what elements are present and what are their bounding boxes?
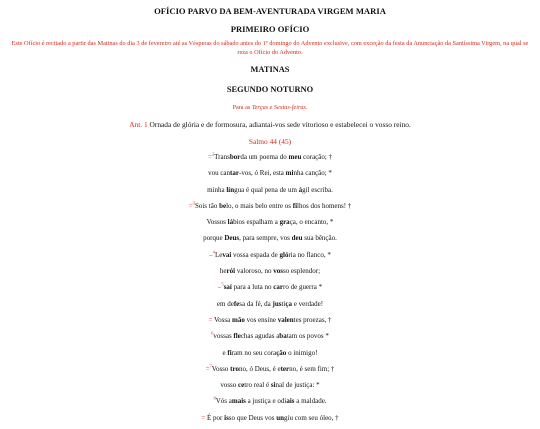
psalm-line (0, 299, 540, 315)
day-note-prefix: Para as (232, 104, 252, 111)
verse-text: so que Deus vos (228, 413, 277, 422)
verse-text: bios espalham a (233, 218, 280, 227)
verse-text: tam os povos * (286, 332, 329, 341)
verse-text: e (222, 348, 228, 357)
stressed-syllable: valen (277, 315, 294, 324)
stressed-syllable: un (276, 413, 285, 422)
stressed-syllable: be (219, 201, 227, 210)
stressed-syllable: bor (229, 153, 241, 161)
verse-marker: = (201, 413, 206, 422)
verse-text: gil escriba. (302, 185, 333, 194)
antiphon (0, 119, 540, 130)
verse-text: coração; † (301, 153, 333, 161)
verse-text: sua bênção. (302, 234, 337, 243)
verse-text: ça, o encanto, * (289, 218, 334, 227)
psalm-line (0, 168, 540, 184)
stressed-syllable: lín (226, 185, 235, 194)
verse-text: ram no seu cora (231, 348, 277, 357)
verse-number: 4 (212, 249, 215, 255)
verse-text: ti (281, 299, 286, 308)
psalm-line (0, 217, 540, 233)
nocturn-heading: SEGUNDO NOTURNO (226, 85, 314, 94)
stressed-syllable: saí (223, 283, 232, 292)
verse-text: ria no flanco, * (288, 250, 331, 259)
verse-number: 6 (211, 330, 214, 336)
verse-text: a justiça e odi (245, 397, 287, 406)
stressed-syllable: ça (285, 299, 292, 308)
stressed-syllable: gra (279, 218, 290, 227)
verse-text: giu com seu óleo, † (284, 413, 339, 422)
verse-number: 8 (213, 396, 216, 402)
stressed-syllable: mais (231, 397, 246, 406)
verse-text: vou can (208, 169, 231, 178)
day-note (0, 103, 540, 112)
verse-text: vosso (220, 381, 239, 390)
stressed-syllable: gló (279, 250, 289, 259)
verse-text: Vós a (215, 397, 232, 406)
psalm-line (0, 201, 540, 217)
verse-number: 5 (221, 282, 224, 288)
verse-text: Vossos (206, 218, 228, 227)
stressed-syllable: ce (238, 381, 245, 390)
stressed-syllable: tro (230, 364, 239, 373)
stressed-syllable: si (270, 381, 276, 390)
stressed-syllable: ção (276, 348, 287, 357)
psalm-line (0, 364, 540, 380)
stressed-syllable: á (298, 185, 303, 194)
stressed-syllable: ba (279, 332, 287, 341)
psalm-line (0, 315, 540, 331)
day-note-suffix: . (305, 104, 308, 111)
verse-text: no, é sem fim; † (289, 364, 335, 373)
verse-text: para a luta no (231, 283, 274, 292)
verse-text: chas agudas a (240, 332, 280, 341)
verse-text: Vossa (212, 315, 232, 324)
verse-marker: = (208, 315, 213, 324)
verse-text: minha (207, 185, 227, 194)
psalm-title: Salmo 44 (45) (248, 137, 292, 146)
verse-text: Trans (214, 153, 230, 161)
stressed-syllable: lá (227, 218, 234, 227)
verse-text: he (219, 267, 227, 276)
verse-text: gua é qual pena de um (234, 185, 299, 194)
psalm-line (0, 266, 540, 282)
stressed-syllable: mi (285, 169, 294, 178)
stressed-syllable: ter (280, 364, 290, 373)
hour-heading: MATINAS (250, 65, 290, 74)
verse-number: 2 (211, 151, 215, 157)
stressed-syllable: fi (227, 348, 232, 357)
stressed-syllable: fe (233, 299, 240, 308)
verse-text: tes proezas, † (293, 315, 332, 324)
verse-text: -vos, ó Rei, esta (238, 169, 286, 178)
psalm-line (0, 233, 540, 249)
stressed-syllable: tar (230, 169, 239, 178)
verse-marker: = (188, 201, 193, 210)
verse-number: 7 (209, 363, 212, 369)
verse-text: o inimigo! (286, 348, 318, 357)
verse-marker: – (217, 283, 222, 292)
rubric-note: Este Ofício é recitado a partir das Matinas do dia 3 de fevereiro até as Vésperas do sábado antes do 1º domingo do Advento exclusive, com exceção da festa da Anunciação da Santíssima Virgem, na qual se reza o Ofício do Advento. (11, 40, 529, 56)
verse-text: vossa espada de (231, 250, 280, 259)
stressed-syllable: deu (291, 234, 303, 243)
verse-number: 3 (192, 200, 195, 206)
antiphon-label: Ant. 1 (129, 120, 148, 129)
verse-text: tro real é (244, 381, 271, 390)
verse-marker: = (207, 153, 212, 161)
psalm-line (0, 331, 540, 347)
verse-text: vossas (213, 332, 234, 341)
verse-text: vos ensine (244, 315, 278, 324)
verse-text: Sois tão (194, 201, 220, 210)
verse-text: Vosso (211, 364, 231, 373)
psalm-line (0, 185, 540, 201)
day-note-days: Terças e Sextas-feiras (251, 104, 306, 111)
stressed-syllable: rói (226, 267, 236, 276)
stressed-syllable: vos (273, 267, 283, 276)
stressed-syllable: jus (272, 299, 282, 308)
verse-text: e verdade! (291, 299, 324, 308)
verse-text: sa da fé, da (239, 299, 273, 308)
verse-text: ro de guerra * (283, 283, 323, 292)
verse-text: lhos dos homens! † (297, 201, 352, 210)
psalm-line (0, 413, 540, 429)
verse-marker: – (209, 250, 213, 259)
verse-text: so esplendor; (282, 267, 321, 276)
verse-text: É por (205, 413, 225, 422)
verse-text: , para sempre, vos (239, 234, 292, 243)
psalm-line (0, 152, 540, 168)
stressed-syllable: Deus (224, 234, 240, 243)
psalm-line (0, 282, 540, 298)
verse-text: a maldade. (294, 397, 327, 406)
stressed-syllable: fle (233, 332, 241, 341)
verse-text: nha canção; * (293, 169, 332, 178)
verse-text: lo, o mais belo entre os (226, 201, 293, 210)
verse-text: da um poema do (240, 153, 289, 161)
verse-text: no, ó Deus, é e (238, 364, 281, 373)
page-title: OFÍCIO PARVO DA BEM-AVENTURADA VIRGEM MARIA (154, 6, 386, 16)
stressed-syllable: car (273, 283, 283, 292)
psalm-line (0, 250, 540, 266)
stressed-syllable: is (224, 413, 229, 422)
psalm-line (0, 348, 540, 364)
stressed-syllable: fi (292, 201, 298, 210)
stressed-syllable: meu (288, 153, 302, 161)
psalm-text (0, 152, 540, 429)
verse-marker: = (205, 364, 210, 373)
verse-text: valoroso, no (235, 267, 274, 276)
office-subtitle: PRIMEIRO OFÍCIO (230, 24, 310, 34)
psalm-line (0, 380, 540, 396)
verse-text: nal de justiça: * (275, 381, 320, 390)
verse-text: porque (203, 234, 225, 243)
stressed-syllable: mão (231, 315, 245, 324)
stressed-syllable: vai (222, 250, 232, 259)
verse-text: em de (216, 299, 234, 308)
antiphon-text: Ornada de glória e de formosura, adiantai-vos sede vitorioso e estabelecei o vosso reino. (147, 120, 411, 129)
stressed-syllable: ais (286, 397, 295, 406)
verse-text: Le (214, 250, 223, 259)
